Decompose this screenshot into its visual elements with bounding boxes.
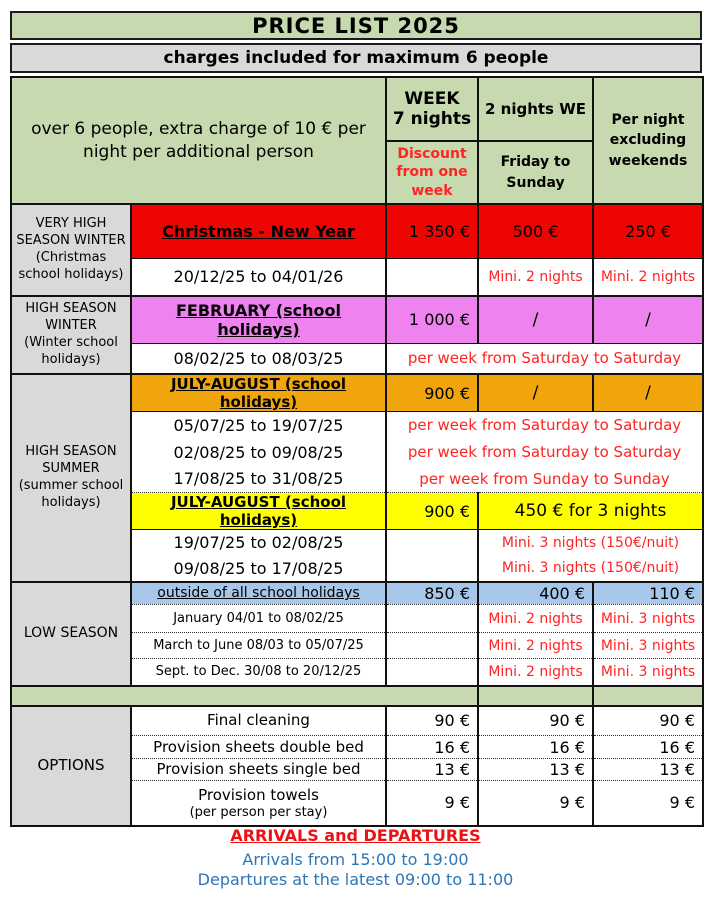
season-sub: (Christmas school holidays)	[18, 250, 124, 282]
separator-cell	[11, 686, 478, 706]
separator-row	[11, 686, 703, 706]
week-discount-note: Discount from one week	[386, 141, 478, 204]
high-winter-row-1	[11, 296, 703, 343]
period-dates: 05/07/25 to 19/07/25	[131, 412, 386, 439]
option-price-week: 9 €	[386, 781, 478, 826]
min-nights-night: Mini. 3 nights	[593, 633, 703, 659]
price-night: 250 €	[593, 204, 703, 258]
period-dates: 17/08/25 to 31/08/25	[131, 466, 386, 493]
empty-cell	[386, 605, 478, 633]
week-rule-note: per week from Saturday to Saturday	[386, 343, 703, 374]
min-nights-night: Mini. 2 nights	[593, 258, 703, 296]
min-nights-weekend: Mini. 2 nights	[478, 633, 593, 659]
price-weekend: 400 €	[478, 582, 593, 605]
price-weekend: /	[478, 296, 593, 343]
season-sub: (summer school holidays)	[18, 477, 124, 510]
option-price-weekend: 90 €	[478, 706, 593, 736]
option-name: Final cleaning	[131, 706, 386, 736]
col-header-per-night: Per night excluding weekends	[593, 77, 703, 204]
period-name: JULY-AUGUST (school holidays)	[131, 493, 386, 530]
weekend-days-note: Friday to Sunday	[478, 141, 593, 204]
min-nights-night: Mini. 3 nights	[593, 659, 703, 686]
price-night: /	[593, 296, 703, 343]
price-week: 900 €	[386, 374, 478, 412]
empty-cell	[386, 530, 478, 556]
price-weekend: 500 €	[478, 204, 593, 258]
min-nights-note: Mini. 3 nights (150€/nuit)	[478, 530, 703, 556]
option-price-night: 9 €	[593, 781, 703, 826]
period-dates: 20/12/25 to 04/01/26	[131, 258, 386, 296]
charges-subtitle: charges included for maximum 6 people	[10, 43, 702, 73]
option-name: Provision sheets double bed	[131, 736, 386, 759]
option-price-night: 16 €	[593, 736, 703, 759]
option-name	[131, 781, 386, 826]
season-name: VERY HIGH SEASON WINTER	[16, 216, 126, 249]
period-name: FEBRUARY (school holidays)	[131, 296, 386, 343]
period-dates: 19/07/25 to 02/08/25	[131, 530, 386, 556]
price-week: 1 350 €	[386, 204, 478, 258]
footer-arrivals-line: Arrivals from 15:00 to 19:00	[242, 850, 469, 869]
empty-cell	[386, 258, 478, 296]
week-sub: 7 nights	[392, 109, 472, 129]
week-rule-note: per week from Sunday to Sunday	[386, 466, 703, 493]
separator-cell	[478, 686, 593, 706]
price-week: 900 €	[386, 493, 478, 530]
price-week: 1 000 €	[386, 296, 478, 343]
period-dates: 09/08/25 to 17/08/25	[131, 556, 386, 582]
option-name-main: Provision towels	[198, 785, 319, 804]
footer-departures-line: Departures at the latest 09:00 to 11:00	[197, 870, 514, 889]
period-dates: 02/08/25 to 09/08/25	[131, 439, 386, 466]
empty-cell	[386, 659, 478, 686]
option-price-weekend: 13 €	[478, 759, 593, 781]
empty-cell	[386, 633, 478, 659]
season-label-high-summer	[11, 374, 131, 582]
price-3-nights: 450 € for 3 nights	[478, 493, 703, 530]
option-price-night: 13 €	[593, 759, 703, 781]
period-name: outside of all school holidays	[131, 582, 386, 605]
week-title: WEEK	[404, 88, 460, 109]
option-price-weekend: 16 €	[478, 736, 593, 759]
footer-title: ARRIVALS and DEPARTURES	[230, 826, 481, 845]
week-rule-note: per week from Saturday to Saturday	[386, 412, 703, 439]
period-name: Christmas - New Year	[131, 204, 386, 258]
min-nights-note: Mini. 3 nights (150€/nuit)	[478, 556, 703, 582]
period-dates: March to June 08/03 to 05/07/25	[131, 633, 386, 659]
empty-cell	[386, 556, 478, 582]
page-title: PRICE LIST 2025	[10, 11, 702, 40]
very-high-row-1	[11, 204, 703, 258]
min-nights-weekend: Mini. 2 nights	[478, 605, 593, 633]
min-nights-night: Mini. 3 nights	[593, 605, 703, 633]
col-header-week	[386, 77, 478, 141]
separator-cell	[593, 686, 703, 706]
extra-charge-note: over 6 people, extra charge of 10 € per night per additional person	[11, 77, 386, 204]
price-night: 110 €	[593, 582, 703, 605]
min-nights-weekend: Mini. 2 nights	[478, 659, 593, 686]
arrivals-departures-footer	[0, 826, 711, 890]
period-dates: January 04/01 to 08/02/25	[131, 605, 386, 633]
option-price-night: 90 €	[593, 706, 703, 736]
season-name: HIGH SEASON WINTER	[25, 301, 117, 334]
season-label-very-high	[11, 204, 131, 296]
low-season-row-1	[11, 582, 703, 605]
option-price-week: 16 €	[386, 736, 478, 759]
high-summer-row-1	[11, 374, 703, 412]
option-name-sub: (per person per stay)	[189, 804, 328, 820]
option-price-weekend: 9 €	[478, 781, 593, 826]
option-price-week: 13 €	[386, 759, 478, 781]
period-dates: 08/02/25 to 08/03/25	[131, 343, 386, 374]
option-price-week: 90 €	[386, 706, 478, 736]
price-weekend: /	[478, 374, 593, 412]
season-label-high-winter	[11, 296, 131, 374]
option-name: Provision sheets single bed	[131, 759, 386, 781]
season-name: HIGH SEASON SUMMER	[25, 443, 117, 476]
price-night: /	[593, 374, 703, 412]
week-rule-note: per week from Saturday to Saturday	[386, 439, 703, 466]
col-header-weekend: 2 nights WE	[478, 77, 593, 141]
min-nights-weekend: Mini. 2 nights	[478, 258, 593, 296]
period-name: JULY-AUGUST (school holidays)	[131, 374, 386, 412]
period-dates: Sept. to Dec. 30/08 to 20/12/25	[131, 659, 386, 686]
header-row-1	[11, 77, 703, 141]
options-label: OPTIONS	[11, 706, 131, 826]
price-week: 850 €	[386, 582, 478, 605]
price-table	[10, 76, 704, 827]
options-row-1	[11, 706, 703, 736]
season-label-low: LOW SEASON	[11, 582, 131, 686]
season-sub: (Winter school holidays)	[24, 335, 118, 367]
